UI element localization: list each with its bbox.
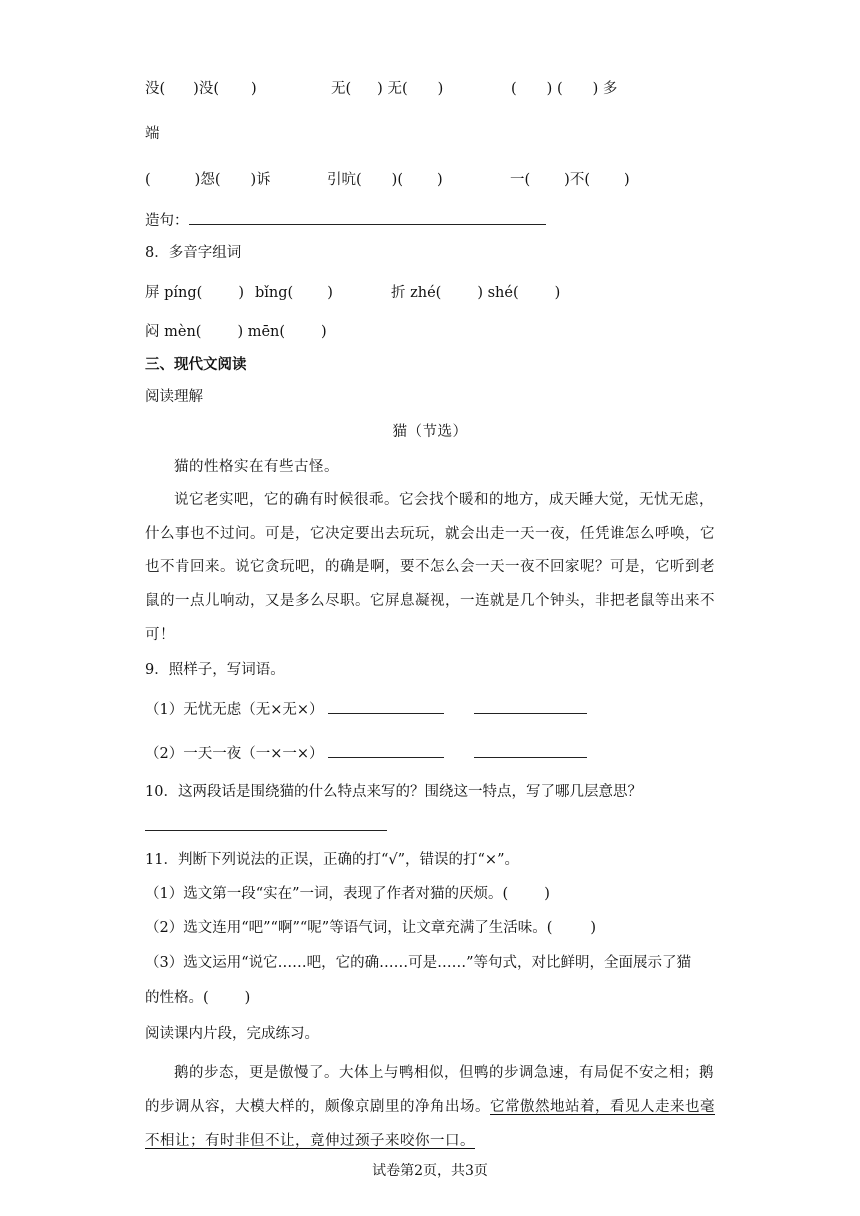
q7-row1c bbox=[511, 79, 617, 99]
q7-text: ( bbox=[511, 81, 517, 97]
q7-text: ) bbox=[251, 81, 257, 97]
section-title: 三、现代文阅读 bbox=[145, 356, 247, 373]
passage2-line bbox=[145, 1097, 715, 1117]
q8-row1 bbox=[145, 283, 244, 303]
q7-text: )不( bbox=[564, 172, 590, 188]
q7-row1 bbox=[145, 79, 257, 99]
q8-text: 闷 mèn( bbox=[145, 324, 202, 340]
q11-item: （3）选文运用“说它……吧，它的确……可是……”等句式，对比鲜明，全面展示了猫 bbox=[145, 955, 692, 971]
q8-row1b bbox=[255, 283, 333, 303]
passage-line: 鼠的一点儿响动，又是多么尽职。它屏息凝视，一连就是几个钟头，非把老鼠等出来不 bbox=[145, 593, 715, 609]
q11-item-cont bbox=[145, 988, 250, 1008]
q7-text: ) 多 bbox=[592, 81, 618, 97]
q8-text: 屏 píng( bbox=[145, 285, 203, 301]
q8-text: ) bbox=[327, 285, 333, 301]
q7-text: )( bbox=[391, 172, 403, 188]
q7-text: 一( bbox=[510, 172, 531, 188]
q8-text: ) shé( bbox=[477, 285, 519, 301]
q8-text: ) bbox=[554, 285, 561, 301]
q8-text: ) bbox=[321, 324, 327, 340]
passage2-intro: 阅读课内片段，完成练习。 bbox=[145, 1026, 319, 1042]
q9-title: 9．照样子，写词语。 bbox=[145, 662, 285, 678]
q7-row1b bbox=[331, 79, 443, 99]
q8-title: 8．多音字组词 bbox=[145, 245, 242, 261]
q7-row1-wrap: 端 bbox=[145, 126, 160, 142]
q11-item-text: ) bbox=[590, 920, 597, 936]
q7-sentence bbox=[145, 210, 546, 231]
q7-text: )怨( bbox=[194, 172, 221, 188]
q9-item-label: （1）无忧无虑（无×无×） bbox=[145, 702, 324, 718]
answer-blank[interactable] bbox=[474, 743, 587, 758]
q11-title: 11．判断下列说法的正误，正确的打“√”，错误的打“×”。 bbox=[145, 852, 519, 868]
answer-blank[interactable] bbox=[145, 816, 387, 831]
q7-text: ) bbox=[624, 172, 630, 188]
q11-item-text: （1）选文第一段“实在”一词，表现了作者对猫的厌烦。( bbox=[145, 886, 509, 902]
q7-text: ) bbox=[437, 172, 443, 188]
q7-row2 bbox=[145, 170, 271, 190]
q7-text: 引吭( bbox=[327, 172, 362, 188]
passage-line: 可！ bbox=[145, 627, 175, 643]
q11-item bbox=[145, 884, 550, 904]
q7-row2b bbox=[327, 170, 443, 190]
q8-text: 折 zhé( bbox=[391, 285, 442, 301]
q7-text: ) ( bbox=[546, 81, 563, 97]
answer-blank[interactable] bbox=[328, 743, 444, 758]
sentence-label: 造句： bbox=[145, 213, 189, 229]
q8-text: bǐng( bbox=[255, 285, 294, 301]
passage-line: 也不肯回来。说它贪玩吧，的确是啊，要不怎么会一天一夜不回家呢？可是，它听到老 bbox=[145, 559, 715, 575]
answer-blank[interactable] bbox=[474, 699, 587, 714]
q7-text: 没( bbox=[145, 81, 166, 97]
q9-item bbox=[145, 699, 587, 720]
sentence-blank[interactable] bbox=[189, 210, 546, 225]
q8-text: ) mēn( bbox=[237, 324, 286, 340]
q7-text: ( bbox=[145, 172, 151, 188]
passage-line: 什么事也不过问。可是，它决定要出去玩玩，就会出走一天一夜，任凭谁怎么呼唤，它 bbox=[145, 526, 715, 542]
underlined-sentence: 它常傲然地站着，看见人走来也毫 bbox=[490, 1099, 715, 1115]
q7-text: )没( bbox=[193, 81, 219, 97]
passage-paragraph: 猫的性格实在有些古怪。 bbox=[174, 459, 339, 475]
q11-item-text: 的性格。( bbox=[145, 990, 209, 1006]
q11-item-text: ) bbox=[244, 990, 251, 1006]
passage2-text: 的步调从容，大模大样的，颇像京剧里的净角出场。 bbox=[145, 1099, 490, 1115]
q11-item-text: ) bbox=[544, 886, 550, 902]
q11-item-text: （2）选文连用“吧”“啊”“呢”等语气词，让文章充满了生活味。( bbox=[145, 920, 553, 936]
q8-text: ) bbox=[238, 285, 244, 301]
section-subtitle: 阅读理解 bbox=[145, 389, 203, 405]
q10-title: 10．这两段话是围绕猫的什么特点来写的？围绕这一特点，写了哪几层意思？ bbox=[145, 784, 642, 800]
passage2-line bbox=[145, 1131, 475, 1151]
q8-row2 bbox=[145, 322, 327, 342]
q7-text: ) bbox=[437, 81, 444, 97]
underlined-sentence: 不相让；有时非但不让，竟伸过颈子来咬你一口。 bbox=[145, 1133, 475, 1149]
q11-item bbox=[145, 918, 596, 938]
passage2-line: 鹅的步态，更是傲慢了。大体上与鸭相似，但鸭的步调急速，有局促不安之相；鹅 bbox=[174, 1065, 714, 1081]
q7-text: )诉 bbox=[250, 172, 271, 188]
q9-item bbox=[145, 743, 587, 764]
page-footer: 试卷第2页，共3页 bbox=[372, 1163, 488, 1179]
q7-text: ) 无( bbox=[377, 81, 408, 97]
q10-answer bbox=[145, 816, 387, 837]
q8-row1c bbox=[391, 283, 560, 303]
q7-row2c bbox=[510, 170, 630, 190]
passage-title: 猫（节选） bbox=[392, 424, 468, 440]
passage-line: 说它老实吧，它的确有时候很乖。它会找个暖和的地方，成天睡大觉，无忧无虑， bbox=[174, 492, 714, 508]
q9-item-label: （2）一天一夜（一×一×） bbox=[145, 746, 324, 762]
answer-blank[interactable] bbox=[328, 699, 444, 714]
q7-text: 无( bbox=[331, 81, 352, 97]
